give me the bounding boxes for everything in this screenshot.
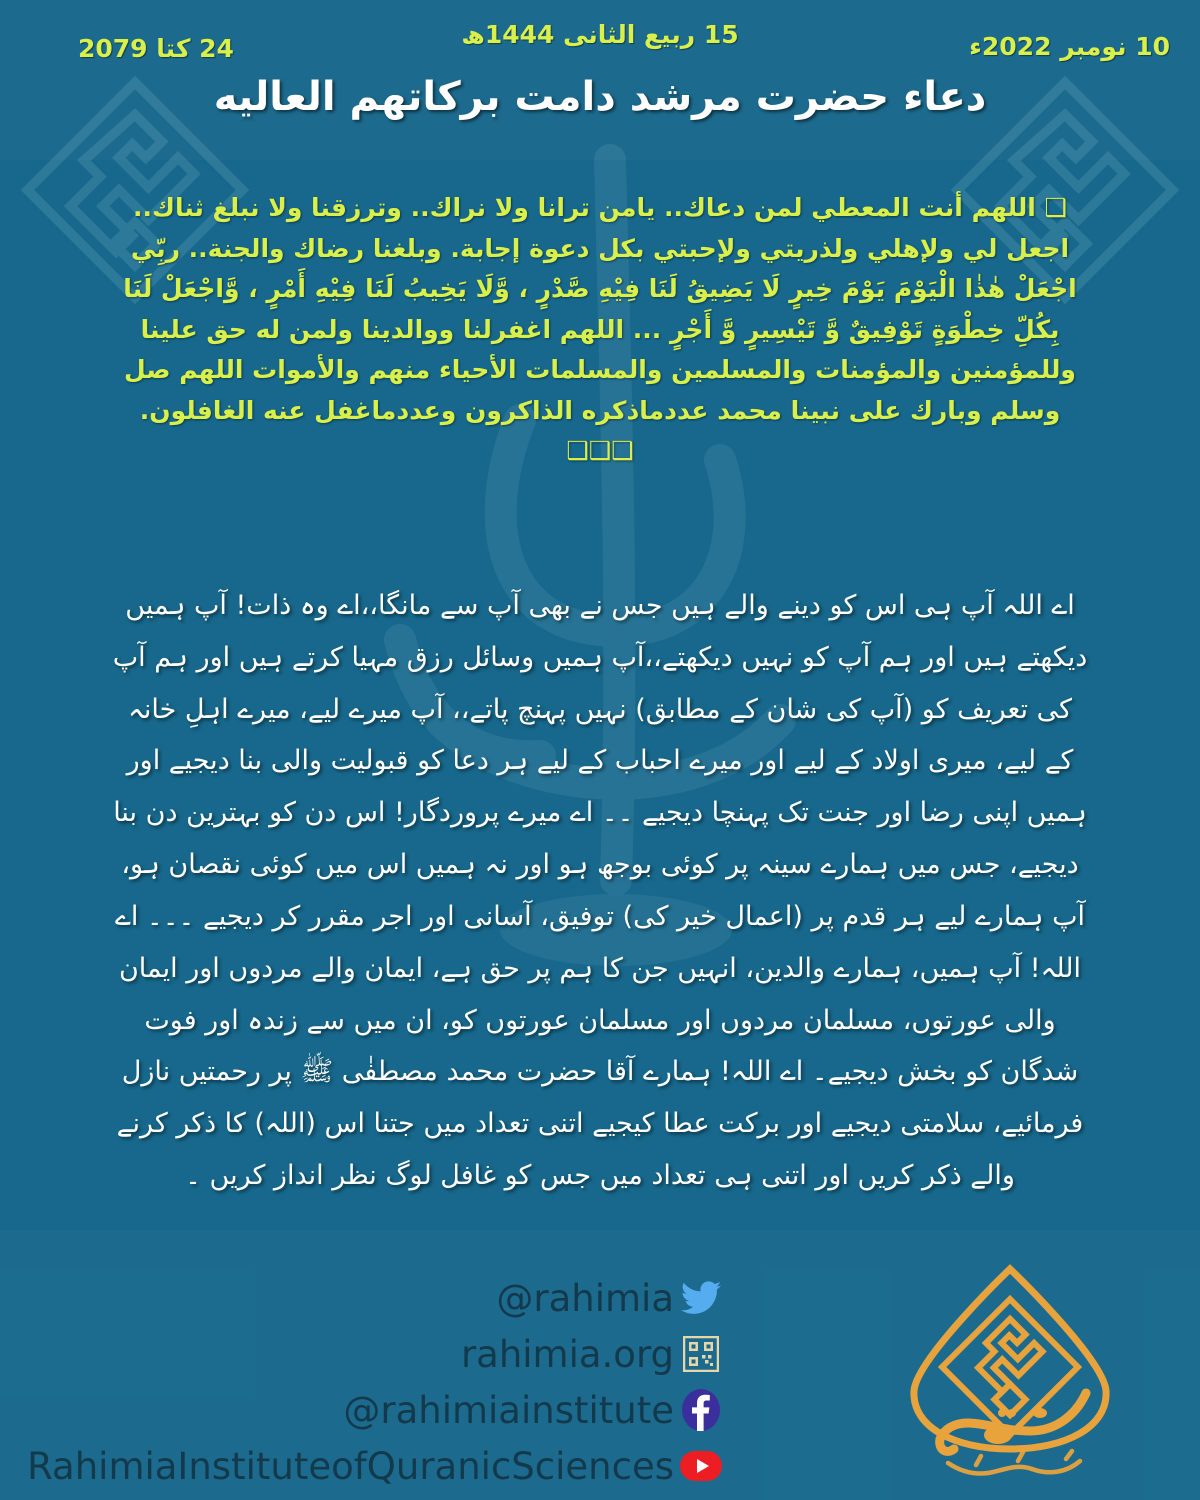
social-link-youtube[interactable] xyxy=(22,1438,722,1494)
date-local: 24 کتا 2079 xyxy=(78,34,234,63)
page-title: دعاء حضرت مرشد دامت بركاتهم العاليه xyxy=(213,74,987,120)
rahimia-logo xyxy=(890,1263,1130,1488)
facebook-icon xyxy=(680,1389,722,1431)
social-handle-youtube: RahimiaInstituteofQuranicSciences xyxy=(27,1444,674,1488)
urdu-translation-text: اے اللہ آپ ہی اس کو دینے والے ہیں جس نے بھی آپ سے مانگا،،اے وہ ذات! آپ ہمیں دیکھتے ہیں اور ہم آپ کو نہیں دیکھتے،،آپ ہمیں وسائل رزق مہیا کرتے ہیں اور ہم آپ کی تعریف کو (آپ کی شان کے مطابق) نہیں پہنچ پاتے،، آپ میرے لیے، میرے اہلِ خانہ کے لیے، میری اولاد کے لیے اور میرے احباب کے لیے ہر دعا کو قبولیت والی بنا دیجیے اور ہمیں اپنی رضا اور جنت تک پہنچا دیجیے ۔۔ اے میرے پروردگار! اس دن کو بہترین دن بنا دیجیے، جس میں ہمارے سینہ پر کوئی بوجھ ہو اور نہ ہمیں اس میں کوئی نقصان ہو، آپ ہمارے لیے ہر قدم پر (اعمال خیر کی) توفیق، آسانی اور اجر مقرر کر دیجیے ۔۔۔ اے اللہ! آپ ہمیں، ہمارے والدین، انہیں جن کا ہم پر حق ہے، ایمان والے مردوں اور ایمان والی عورتوں، مسلمان مردوں اور مسلمان عورتوں کو، ان میں سے زندہ اور فوت شدگان کو بخش دیجیے۔ اے اللہ! ہمارے آقا حضرت محمد مصطفٰی ﷺ پر رحمتیں نازل فرمائیے، سلامتی دیجیے اور برکت عطا کیجیے اتنی تعداد میں جتنا اس (اللہ) کا ذکر کرنے والے ذکر کریں اور اتنی ہی تعداد میں جس کو غافل لوگ نظر انداز کریں ۔ xyxy=(112,590,1088,1192)
date-hijri: 15 ربیع الثانی 1444ھ xyxy=(461,20,739,49)
qr-code-icon xyxy=(680,1333,722,1375)
date-gregorian: 10 نومبر 2022ء xyxy=(969,32,1170,61)
youtube-icon xyxy=(680,1445,722,1487)
social-links xyxy=(22,1270,722,1494)
header xyxy=(0,0,1200,78)
social-link-facebook[interactable] xyxy=(22,1382,722,1438)
social-handle-website: rahimia.org xyxy=(460,1332,674,1376)
social-link-twitter[interactable] xyxy=(22,1270,722,1326)
arabic-dua-text: ❑ اللهم أنت المعطي لمن دعاك.. يامن ترانا ولا نراك.. وترزقنا ولا نبلغ ثناك.. اجعل لي ولإهلي ولذريتي ولإحبتي بكل دعوة إجابة. وبلغنا رضاك والجنة.. ربِّي اجْعَلْ هٰذٰا الْيَوْمَ يَوْمَ خِيرٍ لَا يَضِيقُ لَنَا فِيْهِ صَّدْرٍ ، وَّلَا يَخِيبُ لَنَا فِيْهِ أَمْرٍ ، وَّاجْعَلْ لَنَا بِكُلِّ خِطْوَةٍ تَوْفِيقٌ وَّ تَيْسِيرٍ وَّ أَجْرٍ ... اللهم اغفرلنا ووالدينا ولمن له حق علينا وللمؤمنين والمؤمنات والمسلمين والمسلمات الأحياء منهم والأموات اللهم صل وسلم وبارك على نبينا محمد عددماذكره الذاكرون وعددماغفل عنه الغافلون. ❑❑❑ xyxy=(123,193,1077,465)
social-link-website[interactable] xyxy=(22,1326,722,1382)
social-handle-twitter: @rahimia xyxy=(496,1276,674,1320)
social-handle-facebook: @rahimiainstitute xyxy=(343,1388,674,1432)
twitter-icon xyxy=(680,1277,722,1319)
